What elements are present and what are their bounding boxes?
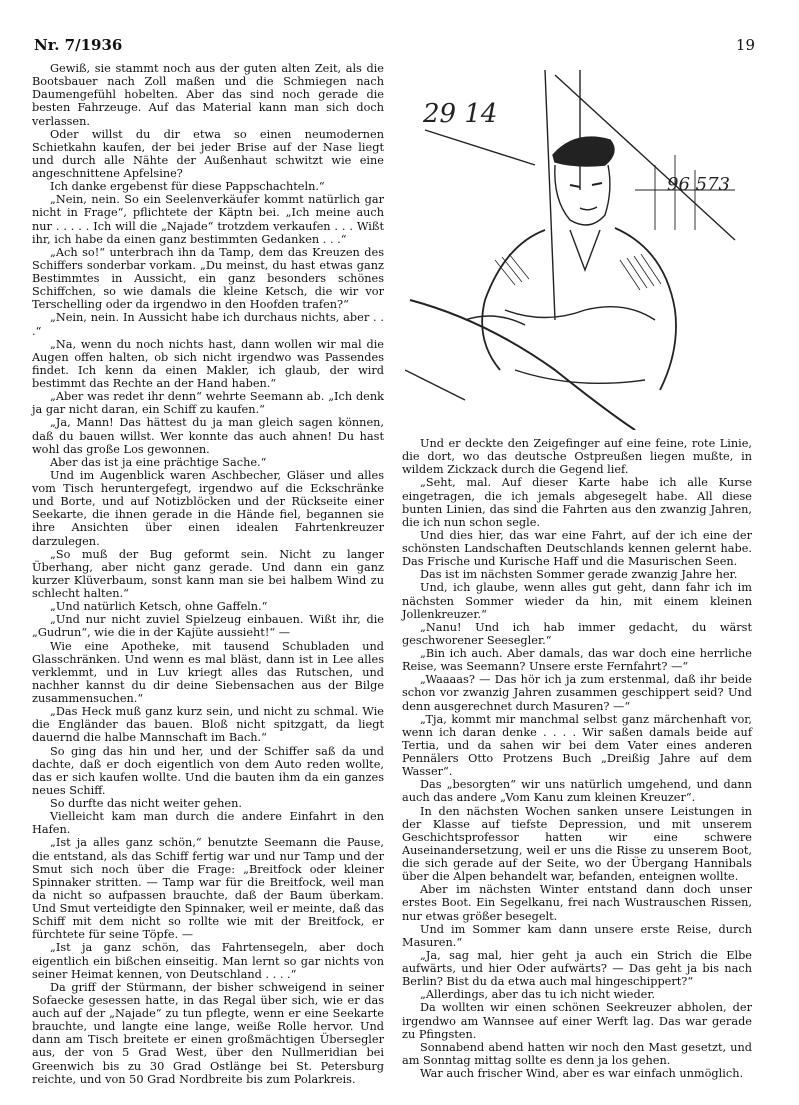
paragraph: Sonnabend abend hatten wir noch den Mast gesetzt, und am Sonntag mittag sollte es denn ja los gehen. [402, 1040, 752, 1067]
paragraph: „So muß der Bug geformt sein. Nicht zu langer Überhang, aber nicht ganz gerade. Und dann ein ganz kurzer Klüverbaum, sonst kann man sie bei halbem Wind zu schlecht halten.“ [32, 547, 384, 600]
illustration-mark-left: 29 14 [423, 99, 498, 129]
paragraph: „Waaaas? — Das hör ich ja zum erstenmal, daß ihr beide schon vor zwanzig Jahren zusammen geschippert seid? Und denn ausgerechnet durch Masuren? —“ [402, 673, 752, 713]
paragraph: „Seht, mal. Auf dieser Karte habe ich alle Kurse eingetragen, die ich jemals abgesegelt habe. All diese bunten Linien, das sind die Fahrten aus den zwanzig Jahren, die ich nun schon segle. [402, 476, 752, 529]
paragraph: „Ja, sag mal, hier geht ja auch ein Strich die Elbe aufwärts, und hier Oder aufwärts? — Das geht ja bis nach Berlin? Bist du da etwa auch mal hingeschippert?“ [402, 948, 752, 989]
paragraph: So durfte das nicht weiter gehen. [50, 797, 242, 810]
paragraph: „Und natürlich Ketsch, ohne Gaffeln.“ [50, 600, 268, 614]
page-number: 19 [735, 36, 755, 54]
paragraph: „Nein, nein. In Aussicht habe ich durchaus nichts, aber . . .“ [32, 311, 384, 338]
sailor-illustration [405, 70, 750, 430]
paragraph: „Bin ich auch. Aber damals, das war doch eine herrliche Reise, was Seemann? Unsere erste Fernfahrt? —“ [402, 647, 752, 674]
paragraph: „Nein, nein. So ein Seelenverkäufer kommt natürlich gar nicht in Frage“, pflichtete der Käptn bei. „Ich meine auch nur . . . . . Ich will die „Najade“ trotzdem verkaufen . . . Wißt ihr, ich habe da einen ganz bestimmten Gedanken . . .“ [32, 193, 384, 246]
paragraph: Und im Augenblick waren Aschbecher, Gläser und alles vom Tisch heruntergefegt, irgendwo auf die Eckschränke und Borte, und auf Notizblöcken und der Rückseite einer Seekarte, die ihnen gerade in die Hände fiel, begannen sie ihre Ansichten über einen idealen Fahrtenkreuzer darzulegen. [32, 468, 384, 548]
paragraph: „Allerdings, aber das tu ich nicht wieder. [420, 988, 656, 1002]
paragraph: „Tja, kommt mir manchmal selbst ganz märchenhaft vor, wenn ich daran denke . . . . Wir saßen damals beide auf Tertia, und da sahen wir bei dem Vater eines anderen Pennälers Otto Protzens Buch „Dreißig Jahre auf dem Wasser“. [402, 712, 752, 779]
paragraph: War auch frischer Wind, aber es war einfach unmöglich. [420, 1067, 744, 1080]
paragraph: Und, ich glaube, wenn alles gut geht, dann fahr ich im nächsten Sommer wieder da hin, mit einem kleinen Jollenkreuzer.“ [402, 581, 752, 621]
paragraph: Vielleicht kam man durch die andere Einfahrt in den Hafen. [32, 810, 384, 837]
paragraph: Da wollten wir einen schönen Seekreuzer abholen, der irgendwo am Wannsee auf einer Werft lag. Das war gerade zu Pfingsten. [402, 1001, 752, 1041]
paragraph: „Ja, Mann! Das hättest du ja man gleich sagen können, daß du bauen willst. Wer konnte das auch ahnen! Du hast wohl das große Los gewonnen. [32, 416, 384, 456]
paragraph: Das ist im nächsten Sommer gerade zwanzig Jahre her. [420, 568, 738, 582]
paragraph: Und im Sommer kam dann unsere erste Reise, durch Masuren.“ [402, 922, 752, 949]
paragraph: In den nächsten Wochen sanken unsere Leistungen in der Klasse auf tiefste Depression, und mit unserem Geschichtsprofessor hatten wir eine schwere Auseinandersetzung, weil er uns die Risse zu unserem Boot, die sich gerade auf der Seite, wo der Übergang Hannibals über die Alpen behandelt war, befanden, enteignen wollte. [402, 804, 752, 884]
paragraph: Wie eine Apotheke, mit tausend Schubladen und Glasschränken. Und wenn es mal bläst, dann ist in Lee alles verklemmt, und in Luv kriegt alles das Rutschen, und nachher kannst du dir deine Siebensachen aus der Bilge zusammensuchen.“ [32, 639, 384, 705]
paragraph: Und er deckte den Zeigefinger auf eine feine, rote Linie, die dort, wo das deutsche Ostpreußen liegen mußte, in wildem Zickzack durch die Gegend lief. [402, 437, 752, 477]
paragraph: So ging das hin und her, und der Schiffer saß da und dachte, daß er doch eigentlich von dem Auto reden wollte, das er sich kaufen wollte. Und die bauten ihm da ein ganzes neues Schiff. [32, 744, 384, 797]
illustration-mark-right: 96 573 [667, 174, 730, 195]
issue-number: Nr. 7/1936 [34, 36, 123, 54]
paragraph: Ich danke ergebenst für diese Pappschachteln.“ [50, 180, 325, 194]
paragraph: „Na, wenn du noch nichts hast, dann wollen wir mal die Augen offen halten, ob sich nicht irgendwo was Passendes findet. Ich kenn da einen Makler, ich glaub, der wird bestimmt das Rechte an der Hand haben.“ [32, 337, 384, 390]
paragraph: Und dies hier, das war eine Fahrt, auf der ich eine der schönsten Landschaften Deutschlands kennen gelernt habe. Das Frische und Kurische Haff und die Masurischen Seen. [402, 528, 752, 569]
right-column [402, 437, 752, 1080]
paragraph: Das „besorgten“ wir uns natürlich umgehend, und dann auch das andere „Vom Kanu zum kleinen Kreuzer“. [402, 778, 752, 805]
paragraph: Aber das ist ja eine prächtige Sache.“ [50, 455, 267, 469]
paragraph: „Nanu! Und ich hab immer gedacht, du wärst geschworener Seesegler.“ [402, 620, 752, 647]
left-column [32, 62, 384, 1086]
paragraph: Aber im nächsten Winter entstand dann doch unser erstes Boot. Ein Segelkanu, frei nach Wustrauschen Rissen, nur etwas größer besegelt. [402, 883, 752, 923]
paragraph: Oder willst du dir etwa so einen neumodernen Schietkahn kaufen, der bei jeder Brise auf der Nase liegt und durch alle Nähte der Außenhaut schwitzt wie eine angeschnittene Apfelsine? [32, 127, 384, 180]
paragraph: „Ist ja alles ganz schön,“ benutzte Seemann die Pause, die entstand, als das Schiff fertig war und nur Tamp und der Smut sich noch über die Frage: „Breitfock oder kleiner Spinnaker stritten. — Tamp war für die Breitfock, weil man da nicht so aufpassen brauchte, daß der Baum überkam. Und Smut verteidigte den Spinnaker, weil er meinte, daß das Schiff mit dem nicht so rollte wie mit der Breitfock, er fürchtete für seine Töpfe. — [32, 836, 384, 942]
paragraph: Gewiß, sie stammt noch aus der guten alten Zeit, als die Bootsbauer nach Zoll maßen und die Schmiegen nach Daumengefühl hobelten. Aber das sind noch gerade die besten Fahrzeuge. Auf das Material kann man sich doch verlassen. [32, 62, 384, 128]
paragraph: „Ist ja ganz schön, das Fahrtensegeln, aber doch eigentlich ein bißchen einseitig. Man lernt so gar nichts von seiner Heimat kennen, von Deutschland . . . .“ [32, 941, 384, 981]
paragraph: „Aber was redet ihr denn“ wehrte Seemann ab. „Ich denk ja gar nicht daran, ein Schiff zu kaufen.“ [32, 390, 384, 417]
paragraph: „Und nur nicht zuviel Spielzeug einbauen. Wißt ihr, die „Gudrun“, wie die in der Kajüte aussieht!“ — [32, 613, 384, 640]
paragraph: „Ach so!“ unterbrach ihn da Tamp, dem das Kreuzen des Schiffers sonderbar vorkam. „Du meinst, du hast etwas ganz Bestimmtes in Aussicht, ein ganz besonders schönes Schiffchen, so wie damals die kleine Ketsch, die wir vor Terschelling oder da irgendwo in den Hoofden trafen?“ [32, 245, 384, 312]
paragraph: „Das Heck muß ganz kurz sein, und nicht zu schmal. Wie die Engländer das bauen. Bloß nicht spitzgatt, da liegt dauernd die halbe Mannschaft im Bach.“ [32, 705, 384, 745]
paragraph: Da griff der Stürmann, der bisher schweigend in seiner Sofaecke gesessen hatte, in das Regal über sich, wie er das auch auf der „Najade“ zu tun pflegte, wenn er eine Seekarte brauchte, und langte eine lange, weiße Rolle hervor. Und dann am Tisch breitete er einen großmächtigen Übersegler aus, der von 5 Grad West, über den Nullmeridian bei Greenwich bis zu 30 Grad Ostlänge bei St. Petersburg reichte, und von 50 Grad Nordbreite bis zum Polarkreis. [32, 980, 384, 1086]
